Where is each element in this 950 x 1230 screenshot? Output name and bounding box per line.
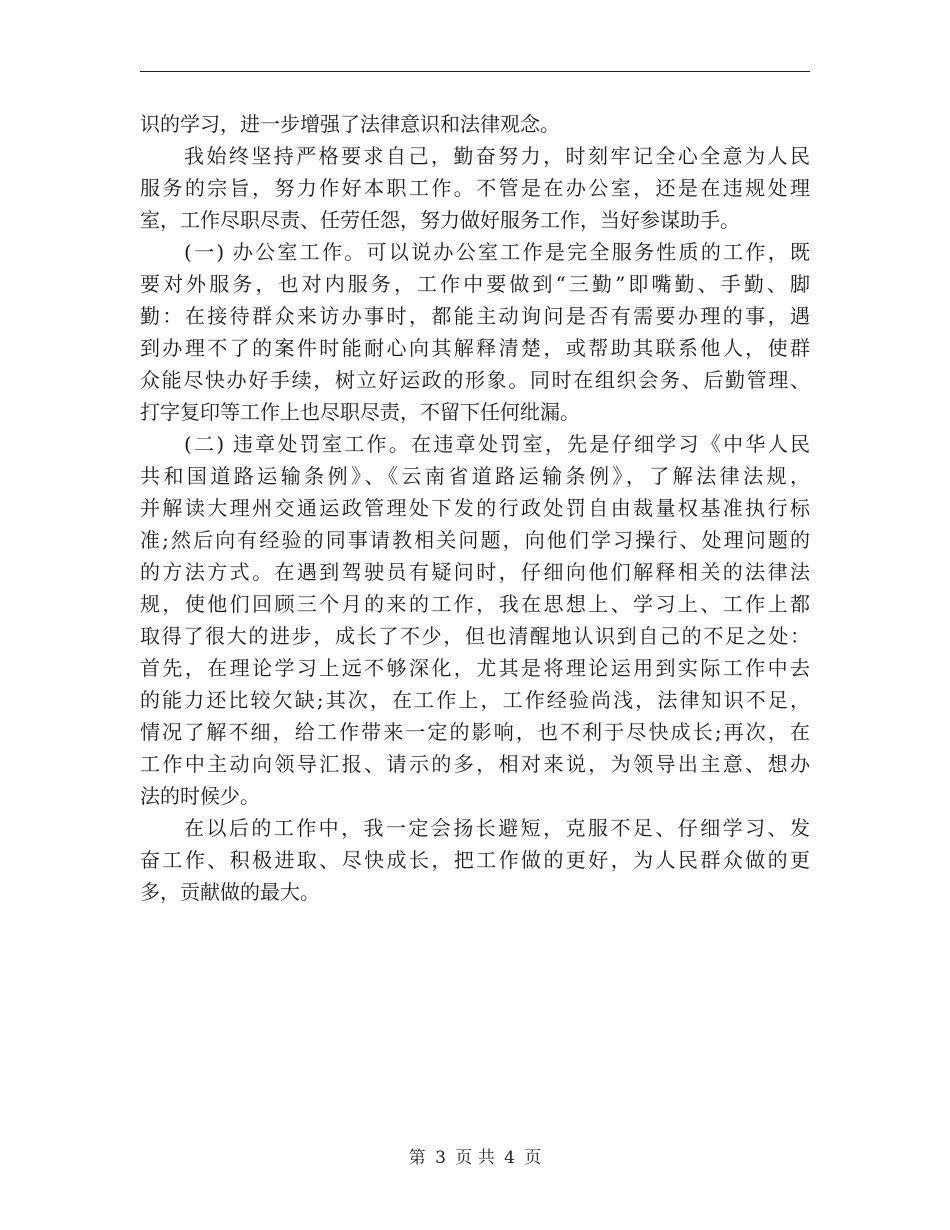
footer-suffix: 页 (524, 1148, 542, 1168)
text-line: 法的时候少。 (140, 784, 260, 808)
paragraph (140, 428, 810, 812)
text-line: 情况了解不细，给工作带来一定的影响，也不利于尽快成长;再次，在 (140, 720, 810, 744)
text-line: 我始终坚持严格要求自己，勤奋努力，时刻牢记全心全意为人民 (184, 144, 810, 168)
text-line: 要对外服务，也对内服务，工作中要做到“三勤”即嘴勤、手勤、脚 (140, 272, 810, 296)
text-line: 共和国道路运输条例》、《云南省道路运输条例》，了解法律法规， (140, 464, 810, 488)
footer-current-page: 3 (435, 1148, 446, 1168)
text-line: 规，使他们回顾三个月的来的工作，我在思想上、学习上、工作上都 (140, 592, 810, 616)
text-line: 识的学习，进一步增强了法律意识和法律观念。 (140, 112, 560, 136)
text-line: 的方法方式。在遇到驾驶员有疑问时，仔细向他们解释相关的法律法 (140, 560, 810, 584)
text-line: (二) 违章处罚室工作。在违章处罚室，先是仔细学习《中华人民 (184, 432, 810, 456)
paragraph (140, 140, 810, 236)
text-line: 勤：在接待群众来访办事时，都能主动询问是否有需要办理的事，遇 (140, 304, 810, 328)
text-line: 工作中主动向领导汇报、请示的多，相对来说，为领导出主意、想办 (140, 752, 810, 776)
text-line: 奋工作、积极进取、尽快成长，把工作做的更好，为人民群众做的更 (140, 848, 810, 872)
footer-middle: 页 共 (455, 1148, 495, 1168)
text-line: 准;然后向有经验的同事请教相关问题，向他们学习操行、处理问题的 (140, 528, 810, 552)
text-line: 众能尽快办好手续，树立好运政的形象。同时在组织会务、后勤管理、 (140, 368, 810, 392)
text-line: 室，工作尽职尽责、任劳任怨，努力做好服务工作，当好参谋助手。 (140, 208, 740, 232)
text-line: 并解读大理州交通运政管理处下发的行政处罚自由裁量权基准执行标 (140, 496, 810, 520)
document-body (140, 108, 810, 908)
text-line: 首先，在理论学习上远不够深化，尤其是将理论运用到实际工作中去 (140, 656, 810, 680)
paragraph (140, 108, 810, 140)
header-rule (140, 71, 810, 72)
text-line: 多，贡献做的最大。 (140, 880, 320, 904)
text-line: 取得了很大的进步，成长了不少，但也清醒地认识到自己的不足之处： (140, 624, 810, 648)
text-line: 打字复印等工作上也尽职尽责，不留下任何纰漏。 (140, 400, 580, 424)
paragraph (140, 812, 810, 908)
paragraph (140, 236, 810, 428)
text-line: 在以后的工作中，我一定会扬长避短，克服不足、仔细学习、发 (184, 816, 810, 840)
page-footer (0, 1146, 950, 1170)
footer-prefix: 第 (408, 1148, 426, 1168)
text-line: 到办理不了的案件时能耐心向其解释清楚，或帮助其联系他人，使群 (140, 336, 810, 360)
text-line: (一) 办公室工作。可以说办公室工作是完全服务性质的工作，既 (184, 240, 810, 264)
footer-total-pages: 4 (504, 1148, 515, 1168)
text-line: 服务的宗旨，努力作好本职工作。不管是在办公室，还是在违规处理 (140, 176, 810, 200)
text-line: 的能力还比较欠缺;其次，在工作上，工作经验尚浅，法律知识不足， (140, 688, 810, 712)
